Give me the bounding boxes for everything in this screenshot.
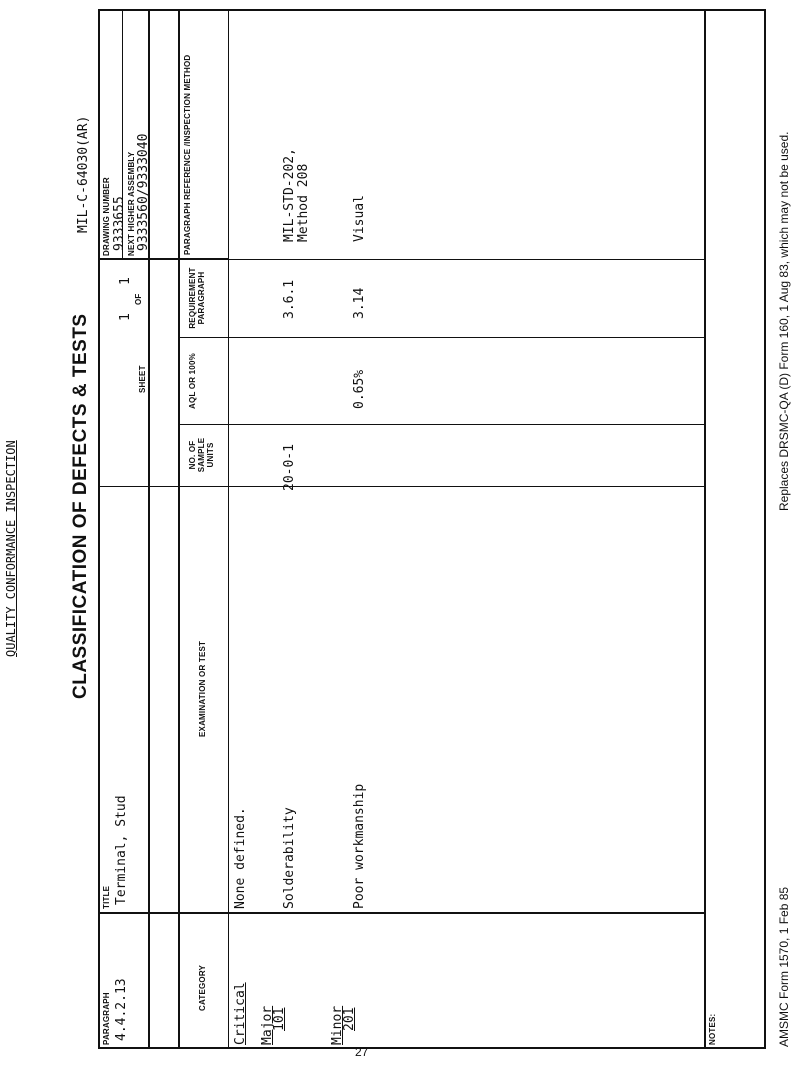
row-minor-aql: 0.65% <box>352 369 367 409</box>
sheet-number: 1 <box>118 313 133 321</box>
row-major-sample-units: 20-0-1 <box>282 444 297 491</box>
of-label: OF <box>134 293 143 305</box>
rule <box>98 258 229 260</box>
paragraph-value: 4.4.2.13 <box>114 978 129 1041</box>
row-major-reference: MIL-STD-202, <box>282 148 297 242</box>
rule <box>228 424 704 425</box>
rule <box>228 486 704 487</box>
sheet-total: 1 <box>118 277 133 285</box>
form-title: CLASSIFICATION OF DEFECTS & TESTS <box>70 313 91 699</box>
form-border <box>98 9 766 1049</box>
next-higher-label: NEXT HIGHER ASSEMBLY <box>127 151 136 256</box>
row-minor-examination: Poor workmanship <box>352 783 367 909</box>
title-value: Terminal, Stud <box>114 795 129 905</box>
drawing-number-label: DRAWING NUMBER <box>102 177 111 256</box>
col-category: CATEGORY <box>198 964 207 1011</box>
rule <box>178 424 228 425</box>
row-major-category: Major <box>260 1005 275 1045</box>
notes-label: NOTES: <box>708 1013 717 1045</box>
footer-replaces-note: Replaces DRSMC-QA (D) Form 160, 1 Aug 83, which may not be used. <box>777 131 791 511</box>
col-requirement: REQUIREMENT PARAGRAPH <box>188 267 206 329</box>
title-label: TITLE <box>102 885 111 909</box>
spec-number: MIL-C-64030(AR) <box>76 115 91 233</box>
rule <box>98 912 704 914</box>
col-aql: AQL OR 100% <box>188 353 197 409</box>
col-examination: EXAMINATION OR TEST <box>198 640 207 737</box>
next-higher-value: 9333560/9333040 <box>136 133 151 251</box>
rule <box>178 486 228 487</box>
col-sample-units: NO. OF SAMPLE UNITS <box>188 437 215 473</box>
row-minor-category: Minor <box>330 1005 345 1045</box>
page-number: 27 <box>355 1045 369 1059</box>
row-minor-reference: Visual <box>352 195 367 242</box>
rule <box>228 9 229 1049</box>
row-major-examination: Solderability <box>282 807 297 909</box>
rule <box>178 9 180 1049</box>
footer-form-id: AMSMC Form 1570, 1 Feb 85 <box>777 886 791 1047</box>
paragraph-label: PARAGRAPH <box>102 992 111 1045</box>
drawing-number-value: 9333655 <box>112 196 127 251</box>
col-reference: PARAGRAPH REFERENCE /INSPECTION METHOD <box>183 54 192 255</box>
row-major-requirement: 3.6.1 <box>282 279 297 319</box>
rule <box>178 337 228 338</box>
row-critical-examination: None defined. <box>233 807 248 909</box>
page-heading: QUALITY CONFORMANCE INSPECTION <box>4 440 18 657</box>
rule <box>228 337 704 338</box>
row-major-reference-method: Method 208 <box>296 163 311 242</box>
row-minor-code: 201 <box>342 1007 357 1031</box>
row-critical-category: Critical <box>233 982 248 1045</box>
sheet-label: SHEET <box>138 365 147 393</box>
rule <box>704 9 706 1049</box>
rule <box>228 259 704 260</box>
row-major-code: 101 <box>272 1007 287 1031</box>
row-minor-requirement: 3.14 <box>352 287 367 319</box>
